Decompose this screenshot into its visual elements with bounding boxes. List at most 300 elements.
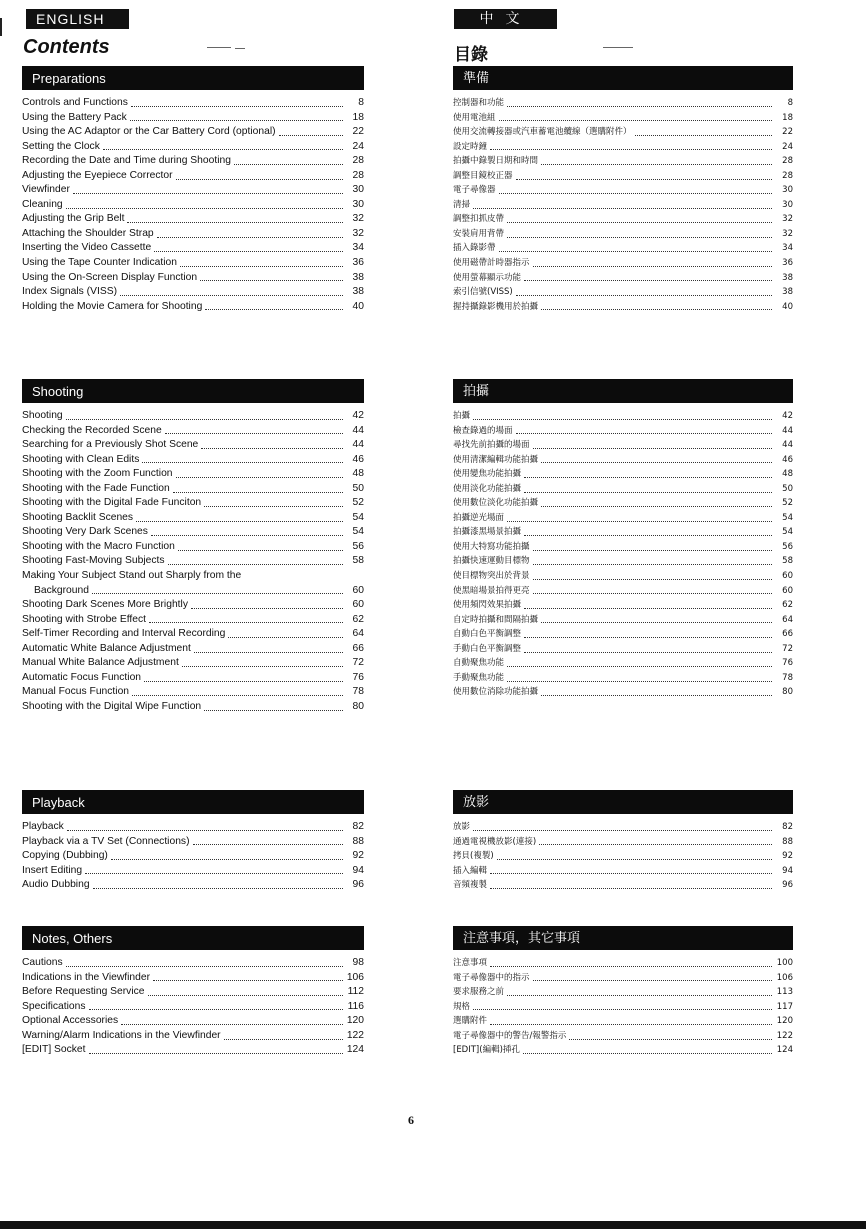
dot-leader <box>524 280 772 281</box>
section-preparations-zh <box>453 66 793 314</box>
toc-entry <box>22 1043 364 1058</box>
scan-edge-mark <box>0 18 2 36</box>
dot-leader <box>541 462 772 463</box>
toc-entry-page: 60 <box>352 599 364 611</box>
toc-entry-page: 112 <box>347 986 364 998</box>
toc-entry-page: 62 <box>352 613 364 625</box>
toc-entry <box>22 438 364 453</box>
toc-entry <box>453 300 793 315</box>
toc-entry <box>22 1029 364 1044</box>
toc-entry-label: Warning/Alarm Indications in the Viewfinder <box>22 1029 221 1041</box>
page-number: 6 <box>408 1113 414 1127</box>
dot-leader <box>507 237 772 238</box>
toc-entry-label: Shooting Dark Scenes More Brightly <box>22 599 188 611</box>
dot-leader <box>130 120 343 121</box>
toc-entry-page: 60 <box>782 585 793 596</box>
toc-entry-page: 52 <box>782 498 793 509</box>
toc-entry-label: 檢查錄過的場面 <box>453 425 513 436</box>
toc-entry-label: 使用大特寫功能拍攝 <box>453 541 530 552</box>
toc-entry-label: 使黑暗場景拍得更亮 <box>453 585 530 596</box>
dot-leader <box>120 295 343 296</box>
toc-entry-label: Automatic White Balance Adjustment <box>22 642 191 654</box>
dot-leader <box>224 1039 343 1040</box>
dot-leader <box>524 652 772 653</box>
toc-entry-label: 注意事項 <box>453 958 488 968</box>
toc-entry-label: Shooting Very Dark Scenes <box>22 526 148 538</box>
toc-entry-label: 自動白色平衡調整 <box>453 629 522 640</box>
toc-entry-label: 拍攝漆黑場景拍攝 <box>453 527 522 538</box>
dot-leader <box>524 637 772 638</box>
toc-entry-label: 使用交流轉接器或汽車蓄電池纜線（選購附件） <box>453 127 632 138</box>
toc-entry-label: Holding the Movie Camera for Shooting <box>22 300 203 312</box>
toc-entry <box>453 554 793 569</box>
toc-entry-page: 24 <box>782 141 793 152</box>
toc-entry-page: 76 <box>352 671 364 683</box>
dot-leader <box>178 550 343 551</box>
toc-entry-label: Indications in the Viewfinder <box>22 971 151 983</box>
toc-entry <box>453 125 793 140</box>
toc-entry-page: 44 <box>352 424 364 436</box>
chinese-contents-heading: 目錄 <box>454 45 488 65</box>
toc-entry-page: 32 <box>782 214 793 225</box>
section-playback <box>22 790 364 893</box>
toc-entry-page: 72 <box>352 657 364 669</box>
toc-entry <box>453 183 793 198</box>
toc-entry <box>453 424 793 439</box>
dot-leader <box>497 859 772 860</box>
dot-leader <box>136 521 343 522</box>
dot-leader <box>67 830 343 831</box>
toc-entry-label: Shooting with the Fade Function <box>22 482 170 494</box>
dot-leader <box>154 251 343 252</box>
toc-entry <box>22 627 364 642</box>
toc-entry-label: Shooting with the Digital Wipe Function <box>22 700 202 712</box>
toc-entry <box>22 125 364 140</box>
toc-entry <box>453 256 793 271</box>
toc-entry <box>453 685 793 700</box>
toc-entry-label: Audio Dubbing <box>22 879 90 891</box>
toc-entry-page: 66 <box>782 629 793 640</box>
toc-entry-page: 124 <box>346 1044 364 1056</box>
dot-leader <box>533 448 772 449</box>
toc-entry-label: Viewfinder <box>22 184 70 196</box>
toc-entry-page: 46 <box>352 453 364 465</box>
toc-entry-label: 使用變焦功能拍攝 <box>453 469 522 480</box>
dot-leader <box>635 135 772 136</box>
section-notes-others <box>22 926 364 1058</box>
toc-entry <box>453 241 793 256</box>
dot-leader <box>103 149 343 150</box>
toc-entry-page: 24 <box>352 140 364 152</box>
toc-entry <box>22 849 364 864</box>
toc-entry <box>22 700 364 715</box>
scan-dash <box>235 48 245 49</box>
toc-entry-label: Recording the Date and Time during Shooting <box>22 155 231 167</box>
toc-entry-label: Attaching the Shoulder Strap <box>22 227 154 239</box>
toc-entry-page: 28 <box>782 156 793 167</box>
section-notes-others-zh <box>453 926 793 1058</box>
dot-leader <box>490 873 772 874</box>
toc-entry <box>453 656 793 671</box>
toc-entry-page: 106 <box>776 972 793 983</box>
dot-leader <box>176 179 343 180</box>
toc-entry-page: 44 <box>782 440 793 451</box>
toc-entry-label: Inserting the Video Cassette <box>22 242 152 254</box>
dot-leader <box>541 695 772 696</box>
toc-entry-label: 自定時拍攝和間隔拍攝 <box>453 614 539 625</box>
toc-entry <box>453 496 793 511</box>
toc-entry-label: Shooting with the Digital Fade Funciton <box>22 497 202 509</box>
toc-entry-page: 82 <box>352 821 364 832</box>
dot-leader <box>144 681 343 682</box>
toc-entry-label: Specifications <box>22 1000 86 1012</box>
toc-entry-page: 56 <box>782 541 793 552</box>
dot-leader <box>507 995 772 996</box>
toc-entry-page: 120 <box>776 1016 793 1027</box>
toc-entry-label: 安裝肩用背帶 <box>453 228 505 239</box>
toc-entry-page: 30 <box>352 198 364 210</box>
contents-heading: Contents <box>23 36 110 58</box>
toc-entry <box>22 985 364 1000</box>
toc-entry-label: 控制器和功能 <box>453 98 505 108</box>
toc-entry <box>453 864 793 879</box>
toc-entry <box>453 584 793 599</box>
toc-entry-page: 96 <box>352 879 364 891</box>
dot-leader <box>539 844 772 845</box>
scan-bottom-edge <box>0 1221 866 1229</box>
toc-entry <box>453 140 793 155</box>
dot-leader <box>523 1053 772 1054</box>
toc-entry-label: 使目標物突出於背景 <box>453 571 530 582</box>
toc-entry-label: 拷貝(複製) <box>453 851 494 862</box>
dot-leader <box>89 1053 343 1054</box>
toc-entry-label: Playback via a TV Set (Connections) <box>22 835 190 847</box>
toc-entry <box>22 285 364 300</box>
section-title-bar: Notes, Others <box>22 926 364 950</box>
toc-entry <box>22 685 364 700</box>
toc-entry-page: 30 <box>352 184 364 196</box>
toc-entry-label: 調整扣抓皮帶 <box>453 214 505 225</box>
toc-entry-label: Searching for a Previously Shot Scene <box>22 439 199 451</box>
toc-entry-page: 22 <box>782 127 793 138</box>
toc-entry-page: 32 <box>352 213 364 225</box>
toc-entry-label: 使用數位消除功能拍攝 <box>453 687 539 698</box>
dot-leader <box>89 1009 343 1010</box>
toc-entry-page: 44 <box>352 439 364 451</box>
english-language-tag: ENGLISH <box>26 9 129 29</box>
dot-leader <box>490 966 772 967</box>
scan-dash <box>207 47 231 48</box>
toc-entry <box>22 598 364 613</box>
dot-leader <box>204 506 343 507</box>
dot-leader <box>92 593 343 594</box>
toc-entry-label: Using the On-Screen Display Function <box>22 271 198 283</box>
toc-entry <box>22 525 364 540</box>
dot-leader <box>182 666 343 667</box>
dot-leader <box>111 859 343 860</box>
dot-leader <box>569 1039 772 1040</box>
dot-leader <box>507 681 772 682</box>
toc-entry-page: 78 <box>782 672 793 683</box>
toc-entry-page: 8 <box>358 97 364 108</box>
toc-entry <box>453 285 793 300</box>
toc-entry-page: 92 <box>352 850 364 862</box>
toc-entry <box>22 256 364 271</box>
toc-entry-page: 36 <box>352 257 364 269</box>
section-title-bar: 注意事項，其它事項 <box>453 926 793 950</box>
dot-leader <box>73 193 343 194</box>
dot-leader <box>533 550 772 551</box>
dot-leader <box>541 506 772 507</box>
toc-entry-page: 124 <box>776 1045 793 1056</box>
toc-entry-page: 54 <box>352 526 364 538</box>
toc-entry-label: Making Your Subject Stand out Sharply from the <box>22 570 242 582</box>
toc-entry-label: 清掃 <box>453 199 471 210</box>
toc-entry-label: Shooting Fast-Moving Subjects <box>22 555 165 567</box>
dot-leader <box>533 593 772 594</box>
toc-entry-label: Using the Tape Counter Indication <box>22 257 177 269</box>
dot-leader <box>524 477 772 478</box>
dot-leader <box>121 1024 343 1025</box>
toc-entry-label: 音頻複製 <box>453 880 488 891</box>
dot-leader <box>200 280 343 281</box>
toc-entry-page: 80 <box>352 700 364 712</box>
dot-leader <box>490 888 772 889</box>
toc-entry-page: 38 <box>782 272 793 283</box>
toc-entry <box>453 96 793 111</box>
dot-leader <box>533 579 772 580</box>
dot-leader <box>473 830 772 831</box>
toc-entry-page: 38 <box>352 286 364 298</box>
toc-entry-label: Manual White Balance Adjustment <box>22 657 179 669</box>
toc-entry-page: 94 <box>352 864 364 876</box>
dot-leader <box>473 419 772 420</box>
toc-entry <box>453 525 793 540</box>
section-title-bar: Preparations <box>22 66 364 90</box>
toc-entry-label: 使用頻閃效果拍攝 <box>453 600 522 611</box>
toc-entry-page: 32 <box>782 228 793 239</box>
toc-entry <box>453 971 793 986</box>
toc-entry-page: 28 <box>352 169 364 181</box>
toc-entry <box>22 584 364 599</box>
toc-entry-label: Insert Editing <box>22 864 83 876</box>
toc-entry-page: 88 <box>782 836 793 847</box>
toc-entry <box>22 496 364 511</box>
section-title-bar: 拍攝 <box>453 379 793 403</box>
toc-entry <box>22 424 364 439</box>
toc-entry-page: 32 <box>352 227 364 239</box>
toc-entry-label: Background <box>34 584 89 596</box>
dot-leader <box>168 564 343 565</box>
toc-entry-page: 72 <box>782 643 793 654</box>
toc-entry <box>453 227 793 242</box>
dot-leader <box>490 1024 772 1025</box>
dot-leader <box>193 844 343 845</box>
dot-leader <box>541 309 772 310</box>
dot-leader <box>533 266 772 267</box>
toc-entry <box>22 554 364 569</box>
toc-entry <box>22 241 364 256</box>
toc-entry <box>22 453 364 468</box>
toc-entry-page: 44 <box>782 425 793 436</box>
dot-leader <box>516 433 772 434</box>
toc-entry-label: 拍攝快速運動目標物 <box>453 556 530 567</box>
dot-leader <box>507 666 772 667</box>
toc-entry-page: 60 <box>782 571 793 582</box>
toc-entry-page: 40 <box>782 301 793 312</box>
toc-entry-page: 28 <box>782 170 793 181</box>
toc-entry-label: Cleaning <box>22 198 63 210</box>
toc-entry <box>453 212 793 227</box>
dot-leader <box>279 135 343 136</box>
section-title-bar: Playback <box>22 790 364 814</box>
toc-entry <box>453 613 793 628</box>
dot-leader <box>149 622 343 623</box>
toc-entry-page: 50 <box>782 483 793 494</box>
toc-entry-label: 放影 <box>453 822 471 832</box>
toc-entry-page: 62 <box>782 600 793 611</box>
toc-entry <box>22 467 364 482</box>
toc-entry-page: 64 <box>782 614 793 625</box>
section-title-bar: 準備 <box>453 66 793 90</box>
toc-entry <box>453 453 793 468</box>
toc-entry-page: 76 <box>782 658 793 669</box>
toc-entry <box>22 169 364 184</box>
dot-leader <box>173 492 343 493</box>
toc-entry <box>22 656 364 671</box>
toc-entry <box>453 671 793 686</box>
toc-entry <box>453 511 793 526</box>
toc-entry <box>22 971 364 986</box>
toc-entry-label: Setting the Clock <box>22 140 100 152</box>
toc-entry-label: Shooting Backlit Scenes <box>22 511 134 523</box>
toc-entry-label: 使用淡化功能拍攝 <box>453 483 522 494</box>
toc-entry-label: Adjusting the Eyepiece Corrector <box>22 169 173 181</box>
toc-entry-page: 28 <box>352 155 364 167</box>
toc-entry <box>22 671 364 686</box>
toc-entry-page: 106 <box>346 971 364 983</box>
toc-entry <box>22 183 364 198</box>
toc-entry <box>22 540 364 555</box>
dot-leader <box>194 652 343 653</box>
toc-entry <box>22 140 364 155</box>
toc-entry-page: 42 <box>782 411 793 421</box>
dot-leader <box>524 608 772 609</box>
toc-entry <box>453 835 793 850</box>
toc-entry-page: 42 <box>352 410 364 421</box>
toc-entry-label: 拍攝 <box>453 411 471 421</box>
toc-entry-page: 18 <box>352 111 364 123</box>
toc-entry-label: Adjusting the Grip Belt <box>22 213 125 225</box>
toc-entry-label: 尋找先前拍攝的場面 <box>453 440 530 451</box>
toc-entry-page: 34 <box>352 242 364 254</box>
toc-entry-label: [EDIT] Socket <box>22 1044 86 1056</box>
dot-leader <box>541 622 772 623</box>
toc-entry-label: 使用清潔編輯功能拍攝 <box>453 454 539 465</box>
toc-entry-label: 通過電視機放影(連接) <box>453 836 537 847</box>
toc-entry-label: Using the Battery Pack <box>22 111 127 123</box>
section-playback-zh <box>453 790 793 893</box>
toc-entry <box>453 985 793 1000</box>
toc-entry <box>453 482 793 497</box>
toc-entry-page: 98 <box>352 957 364 968</box>
toc-entry-page: 34 <box>782 243 793 254</box>
toc-entry-page: 54 <box>352 511 364 523</box>
dot-leader <box>180 266 343 267</box>
toc-entry-page: 113 <box>776 987 793 998</box>
toc-entry-label: [EDIT](編輯)揷孔 <box>453 1045 520 1056</box>
toc-entry-page: 82 <box>782 822 793 832</box>
toc-entry <box>453 169 793 184</box>
toc-entry-page: 64 <box>352 628 364 640</box>
toc-entry-label: Index Signals (VISS) <box>22 286 118 298</box>
toc-entry-label: 握持攝錄影機用於拍攝 <box>453 301 539 312</box>
dot-leader <box>151 535 343 536</box>
toc-entry-label: 插入錄影帶 <box>453 243 496 254</box>
toc-entry-label: Manual Focus Function <box>22 686 130 698</box>
toc-entry-page: 18 <box>782 112 793 123</box>
dot-leader <box>165 433 343 434</box>
toc-entry-label: Self-Timer Recording and Interval Recording <box>22 628 226 640</box>
dot-leader <box>490 149 772 150</box>
toc-entry <box>453 409 793 424</box>
toc-entry-label: Playback <box>22 821 64 832</box>
section-preparations <box>22 66 364 314</box>
toc-entry <box>22 96 364 111</box>
toc-entry <box>453 1000 793 1015</box>
toc-entry-label: 使用電池組 <box>453 112 496 123</box>
toc-entry <box>453 569 793 584</box>
dot-leader <box>66 208 343 209</box>
dot-leader <box>85 873 343 874</box>
dot-leader <box>205 309 343 310</box>
dot-leader <box>157 237 343 238</box>
toc-entry <box>453 1014 793 1029</box>
toc-entry <box>453 1029 793 1044</box>
toc-entry <box>22 271 364 286</box>
dot-leader <box>533 564 772 565</box>
toc-entry <box>453 154 793 169</box>
toc-entry-page: 58 <box>352 555 364 567</box>
dot-leader <box>524 535 772 536</box>
toc-entry-label: Controls and Functions <box>22 97 128 108</box>
dot-leader <box>191 608 343 609</box>
dot-leader <box>473 1009 772 1010</box>
toc-entry-label: Using the AC Adaptor or the Car Battery Cord (optional) <box>22 126 276 138</box>
toc-entry-page: 22 <box>352 126 364 138</box>
toc-entry-label: 使用磁帶計時器指示 <box>453 258 530 269</box>
dot-leader <box>516 295 772 296</box>
dot-leader <box>153 980 343 981</box>
toc-entry-page: 52 <box>352 497 364 509</box>
toc-entry <box>22 569 364 584</box>
toc-entry-page: 117 <box>776 1001 793 1012</box>
toc-entry <box>22 212 364 227</box>
toc-entry-label: 選購附件 <box>453 1016 488 1027</box>
toc-entry-page: 54 <box>782 527 793 538</box>
toc-entry-label: 使用螢幕顯示功能 <box>453 272 522 283</box>
dot-leader <box>204 710 343 711</box>
toc-entry-label: 要求服務之前 <box>453 987 505 998</box>
toc-entry <box>22 111 364 126</box>
toc-entry <box>453 627 793 642</box>
toc-entry <box>453 111 793 126</box>
toc-entry-page: 80 <box>782 687 793 698</box>
toc-entry-page: 94 <box>782 865 793 876</box>
dot-leader <box>127 222 343 223</box>
toc-entry-page: 40 <box>352 300 364 312</box>
dot-leader <box>533 980 772 981</box>
